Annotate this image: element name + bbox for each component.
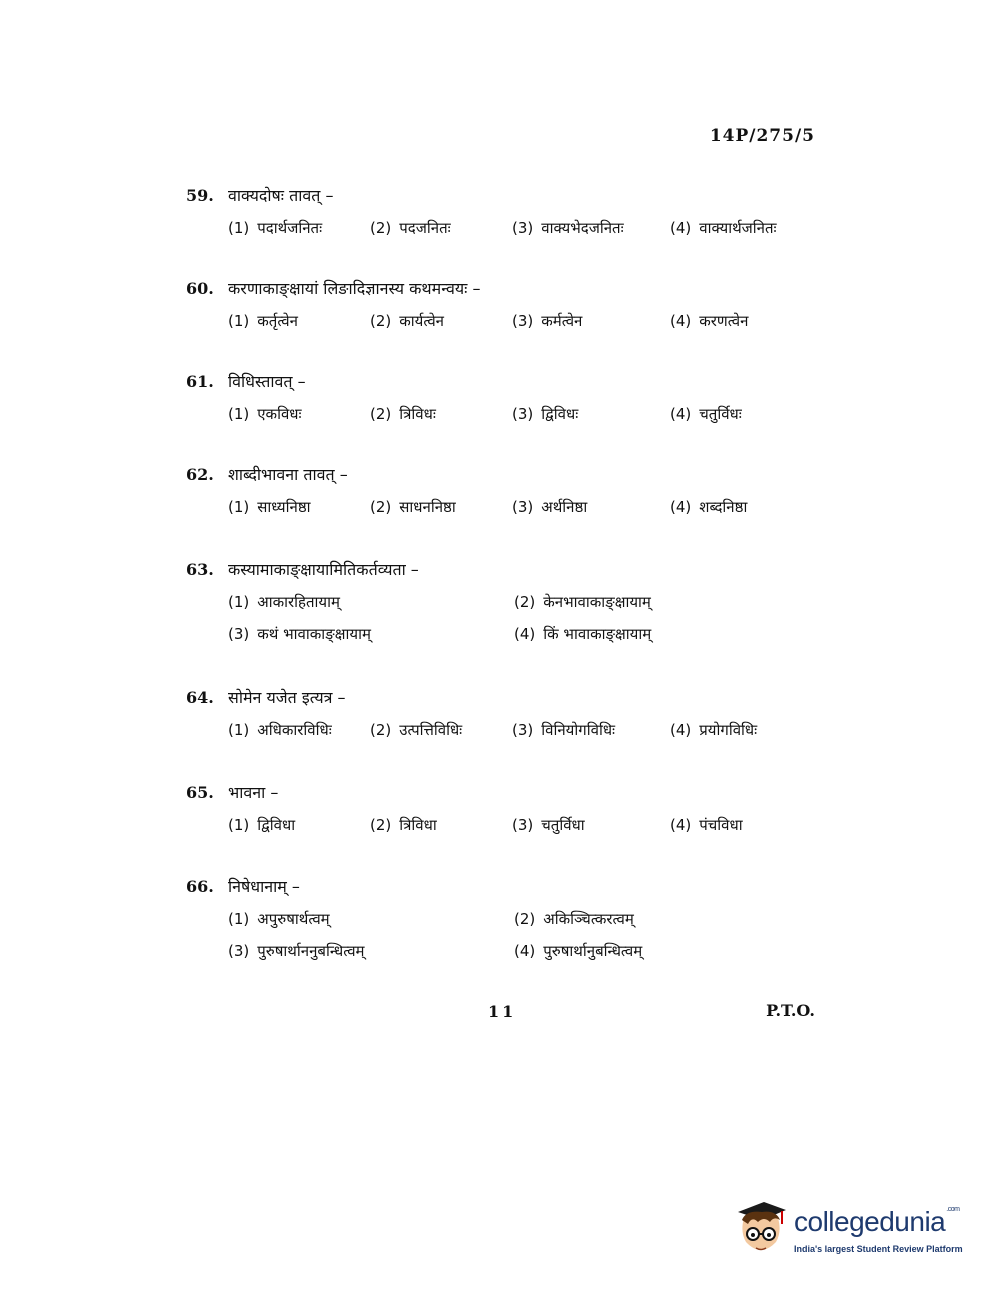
option-1: (1) कर्तृत्वेन <box>228 312 298 330</box>
question-text: विधिस्तावत् – <box>228 372 306 391</box>
paper-code: 14P/275/5 <box>709 126 815 146</box>
question-number: 59. <box>186 186 214 205</box>
question-66 <box>186 875 826 965</box>
option-4: (4) पुरुषार्थानुबन्धित्वम् <box>514 942 643 960</box>
question-63 <box>186 558 826 648</box>
option-3: (3) चतुर्विधा <box>512 816 585 834</box>
question-text: सोमेन यजेत इत्यत्र – <box>228 688 346 707</box>
question-number: 65. <box>186 783 214 802</box>
question-text: भावना – <box>228 783 279 802</box>
option-3: (3) कर्मत्वेन <box>512 312 583 330</box>
question-62 <box>186 463 826 521</box>
option-2: (2) अकिञ्चित्करत्वम् <box>514 910 634 928</box>
student-mascot-icon <box>734 1198 788 1264</box>
option-3: (3) कथं भावाकाङ्क्षायाम् <box>228 625 371 643</box>
question-number: 62. <box>186 465 214 484</box>
option-1: (1) साध्यनिष्ठा <box>228 498 311 516</box>
pto-label: P.T.O. <box>766 1001 815 1020</box>
logo-wordmark: collegedunia <box>794 1206 946 1237</box>
option-1: (1) अधिकारविधिः <box>228 721 332 739</box>
question-number: 60. <box>186 279 214 298</box>
question-text: कस्यामाकाङ्क्षायामितिकर्तव्यता – <box>228 560 419 579</box>
logo-tagline: India's largest Student Review Platform <box>794 1244 963 1254</box>
option-2: (2) पदजनितः <box>370 219 451 237</box>
option-2: (2) कार्यत्वेन <box>370 312 444 330</box>
option-1: (1) द्विविधा <box>228 816 296 834</box>
option-2: (2) त्रिविधः <box>370 405 436 423</box>
option-4: (4) करणत्वेन <box>670 312 749 330</box>
option-2: (2) त्रिविधा <box>370 816 437 834</box>
question-text: निषेधानाम् – <box>228 877 300 896</box>
option-1: (1) पदार्थजनितः <box>228 219 323 237</box>
option-3: (3) द्विविधः <box>512 405 579 423</box>
option-4: (4) पंचविधा <box>670 816 743 834</box>
question-number: 66. <box>186 877 214 896</box>
option-4: (4) प्रयोगविधिः <box>670 721 758 739</box>
question-text: शाब्दीभावना तावत् – <box>228 465 348 484</box>
option-1: (1) एकविधः <box>228 405 302 423</box>
option-3: (3) अर्थनिष्ठा <box>512 498 588 516</box>
option-1: (1) आकारहितायाम् <box>228 593 340 611</box>
question-64 <box>186 686 826 744</box>
option-4: (4) शब्दनिष्ठा <box>670 498 748 516</box>
question-number: 63. <box>186 560 214 579</box>
option-1: (1) अपुरुषार्थत्वम् <box>228 910 330 928</box>
option-3: (3) वाक्यभेदजनितः <box>512 219 624 237</box>
question-61 <box>186 370 826 428</box>
question-text: वाक्यदोषः तावत् – <box>228 186 334 205</box>
option-3: (3) विनियोगविधिः <box>512 721 616 739</box>
option-4: (4) चतुर्विधः <box>670 405 742 423</box>
option-2: (2) उत्पत्तिविधिः <box>370 721 463 739</box>
question-text: करणाकाङ्क्षायां लिङादिज्ञानस्य कथमन्वयः – <box>228 279 481 298</box>
page-number: 11 <box>488 1002 517 1021</box>
question-59 <box>186 184 826 242</box>
logo-suffix: .com <box>946 1206 960 1213</box>
question-60 <box>186 277 826 335</box>
option-3: (3) पुरुषार्थाननुबन्धित्वम् <box>228 942 365 960</box>
question-65 <box>186 781 826 839</box>
option-4: (4) वाक्यार्थजनितः <box>670 219 777 237</box>
collegedunia-logo <box>734 1198 964 1264</box>
option-2: (2) केनभावाकाङ्क्षायाम् <box>514 593 651 611</box>
question-number: 61. <box>186 372 214 391</box>
question-number: 64. <box>186 688 214 707</box>
option-4: (4) किं भावाकाङ्क्षायाम् <box>514 625 652 643</box>
option-2: (2) साधननिष्ठा <box>370 498 456 516</box>
